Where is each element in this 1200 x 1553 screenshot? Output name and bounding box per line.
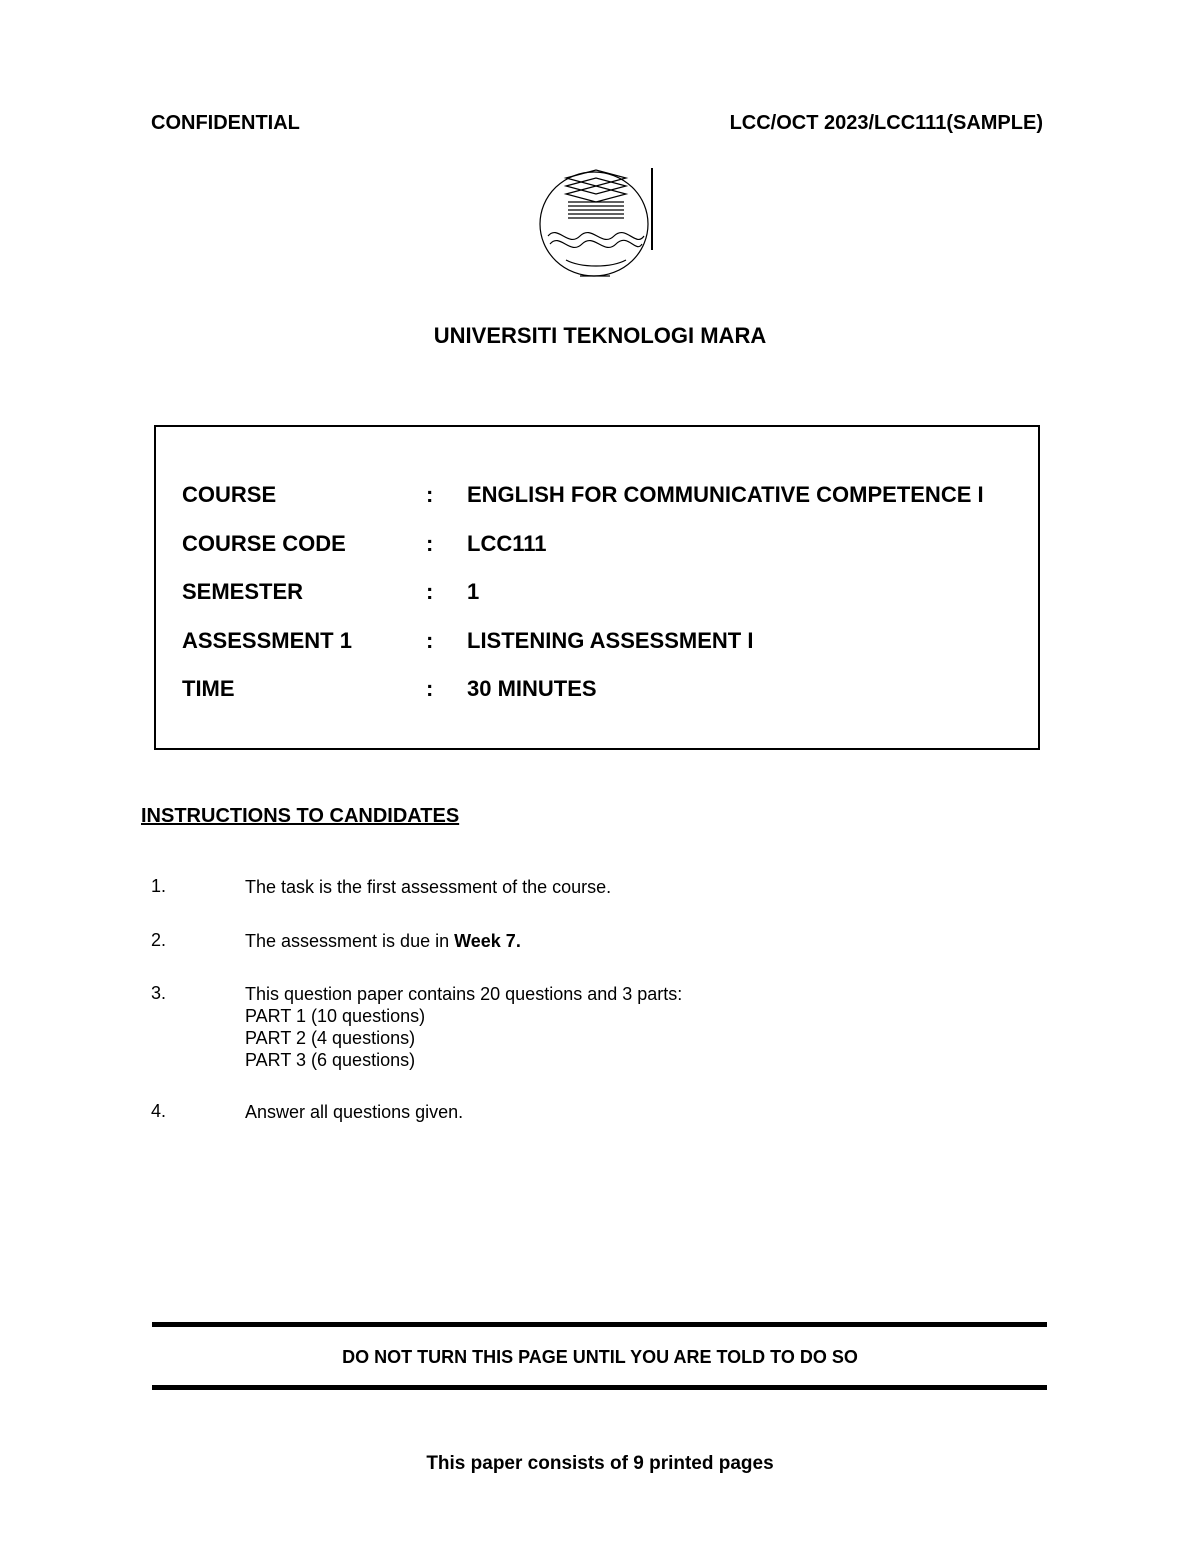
instruction-text: Answer all questions given.	[245, 1102, 464, 1122]
confidential-label: CONFIDENTIAL	[151, 112, 300, 134]
assessment-label: ASSESSMENT 1	[182, 628, 352, 653]
paper-reference: LCC/OCT 2023/LCC111(SAMPLE)	[729, 112, 1043, 134]
time-value: 30 MINUTES	[467, 676, 597, 701]
instruction-number: 4.	[151, 1101, 167, 1121]
part-line: PART 1 (10 questions)	[245, 1006, 426, 1026]
assessment-value: LISTENING ASSESSMENT I	[467, 628, 754, 653]
assessment-colon: :	[426, 628, 434, 653]
course-value: ENGLISH FOR COMMUNICATIVE COMPETENCE I	[467, 482, 984, 507]
instruction-text-block	[245, 983, 682, 1071]
semester-value: 1	[467, 579, 480, 604]
course-label: COURSE	[182, 482, 277, 507]
part-line: PART 2 (4 questions)	[245, 1028, 416, 1048]
instruction-number: 1.	[151, 876, 167, 896]
warning-text: DO NOT TURN THIS PAGE UNTIL YOU ARE TOLD TO DO SO	[342, 1347, 858, 1367]
instruction-text: The task is the first assessment of the course.	[245, 877, 612, 897]
part-line: PART 3 (6 questions)	[245, 1050, 416, 1070]
instruction-number: 2.	[151, 930, 167, 950]
course-info-box	[154, 425, 1040, 750]
page-count-footer: This paper consists of 9 printed pages	[426, 1453, 774, 1474]
course-code-label: COURSE CODE	[182, 531, 346, 556]
due-week: Week 7.	[454, 931, 521, 951]
university-crest-icon	[536, 164, 658, 284]
time-label: TIME	[182, 676, 235, 701]
instruction-number: 3.	[151, 983, 167, 1003]
course-colon: :	[426, 482, 434, 507]
course-code-value: LCC111	[467, 531, 547, 556]
time-colon: :	[426, 676, 434, 701]
semester-colon: :	[426, 579, 434, 604]
top-rule	[152, 1322, 1047, 1327]
university-name: UNIVERSITI TEKNOLOGI MARA	[433, 323, 767, 348]
semester-label: SEMESTER	[182, 579, 304, 604]
instruction-text-container	[245, 930, 521, 952]
instructions-heading: INSTRUCTIONS TO CANDIDATES	[141, 805, 460, 827]
instruction-text: This question paper contains 20 questions and 3 parts:	[245, 984, 683, 1004]
course-code-colon: :	[426, 531, 434, 556]
instruction-text: The assessment is due in	[245, 931, 455, 951]
bottom-rule	[152, 1385, 1047, 1390]
